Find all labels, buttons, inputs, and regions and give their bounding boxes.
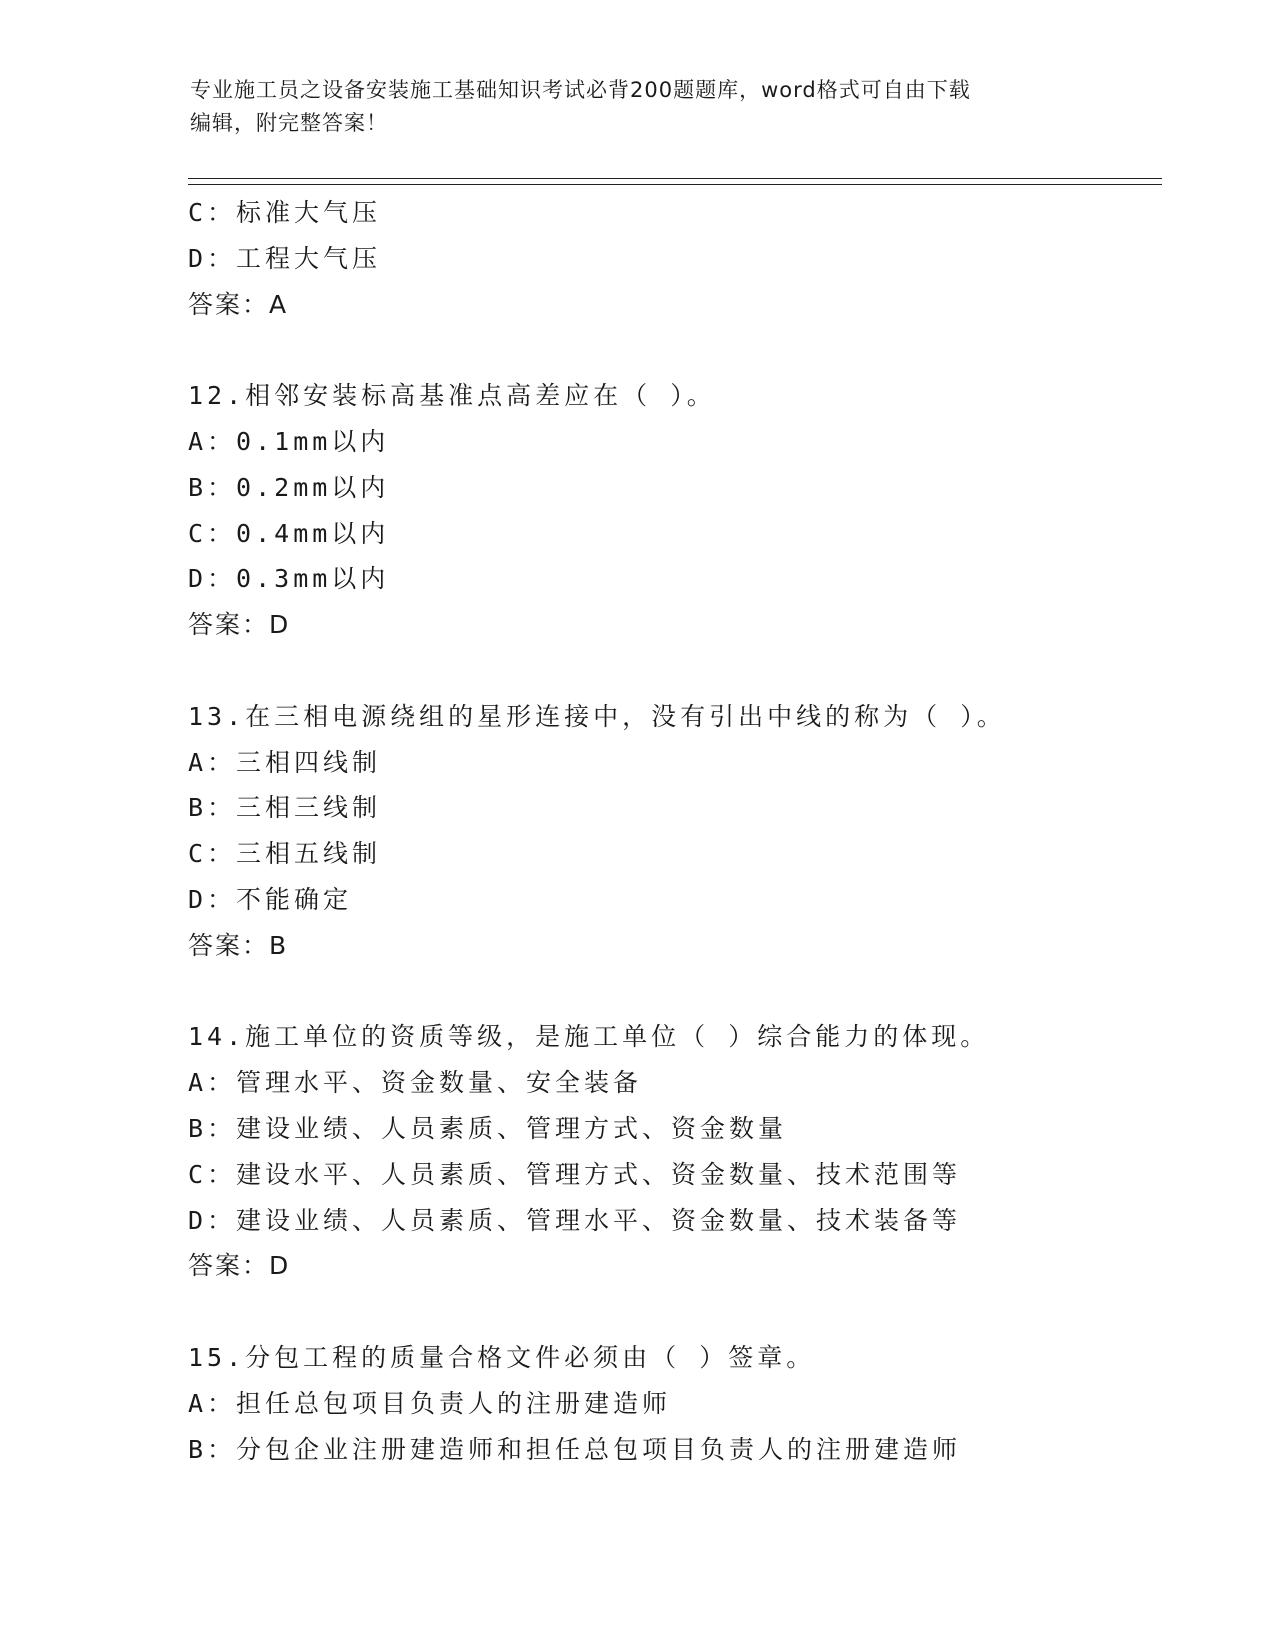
option-c: C：标准大气压 [188, 198, 382, 227]
option-b: B：分包企业注册建造师和担任总包项目负责人的注册建造师 [188, 1434, 962, 1464]
spacer [188, 327, 1188, 373]
question-stem: 15.分包工程的质量合格文件必须由（ ）签章。 [188, 1342, 816, 1372]
option-a: A：管理水平、资金数量、安全装备 [188, 1068, 643, 1098]
header-title-line-2: 编辑，附完整答案！ [190, 111, 388, 135]
answer-label: 答案： [188, 289, 270, 319]
option-a: A：三相四线制 [188, 747, 382, 777]
answer-label: 答案： [188, 1251, 270, 1281]
option-d: D：工程大气压 [188, 243, 382, 273]
document-header [190, 74, 1090, 140]
option-d: D：不能确定 [188, 884, 353, 914]
answer-value: A [269, 289, 289, 319]
option-b: B：0.2mm以内 [188, 472, 390, 502]
answer-line [188, 923, 1188, 969]
header-divider [188, 178, 1162, 185]
question-list [188, 190, 1188, 1472]
spacer [188, 969, 1188, 1015]
answer-line [188, 602, 1188, 648]
option-c: C：三相五线制 [188, 839, 382, 869]
answer-value: B [269, 930, 289, 960]
option-a: A：担任总包项目负责人的注册建造师 [188, 1388, 672, 1418]
answer-value: D [269, 1251, 291, 1281]
answer-label: 答案： [188, 610, 270, 640]
answer-value: D [269, 610, 291, 640]
question-15 [188, 1335, 1188, 1472]
question-12 [188, 373, 1188, 648]
spacer [188, 1289, 1188, 1335]
header-title-line-1: 专业施工员之设备安装施工基础知识考试必背200题题库，word格式可自由下载 [190, 78, 971, 102]
option-b: B：建设业绩、人员素质、管理方式、资金数量 [188, 1113, 788, 1143]
answer-line [188, 282, 1188, 328]
question-stem: 12.相邻安装标高基准点高差应在（ ）。 [188, 381, 716, 411]
option-d: D：0.3mm以内 [188, 564, 390, 594]
option-a: A：0.1mm以内 [188, 426, 390, 456]
spacer [188, 648, 1188, 694]
option-c: C：0.4mm以内 [188, 518, 390, 548]
question-13 [188, 694, 1188, 969]
option-c: C：建设水平、人员素质、管理方式、资金数量、技术范围等 [188, 1159, 962, 1189]
answer-label: 答案： [188, 930, 270, 960]
question-11-partial [188, 190, 1188, 327]
option-b: B：三相三线制 [188, 793, 382, 823]
answer-line [188, 1243, 1188, 1289]
question-stem: 14.施工单位的资质等级，是施工单位（ ）综合能力的体现。 [188, 1022, 990, 1052]
question-14 [188, 1014, 1188, 1289]
question-stem: 13.在三相电源绕组的星形连接中，没有引出中线的称为（ ）。 [188, 701, 1006, 731]
option-d: D：建设业绩、人员素质、管理水平、资金数量、技术装备等 [188, 1205, 962, 1235]
